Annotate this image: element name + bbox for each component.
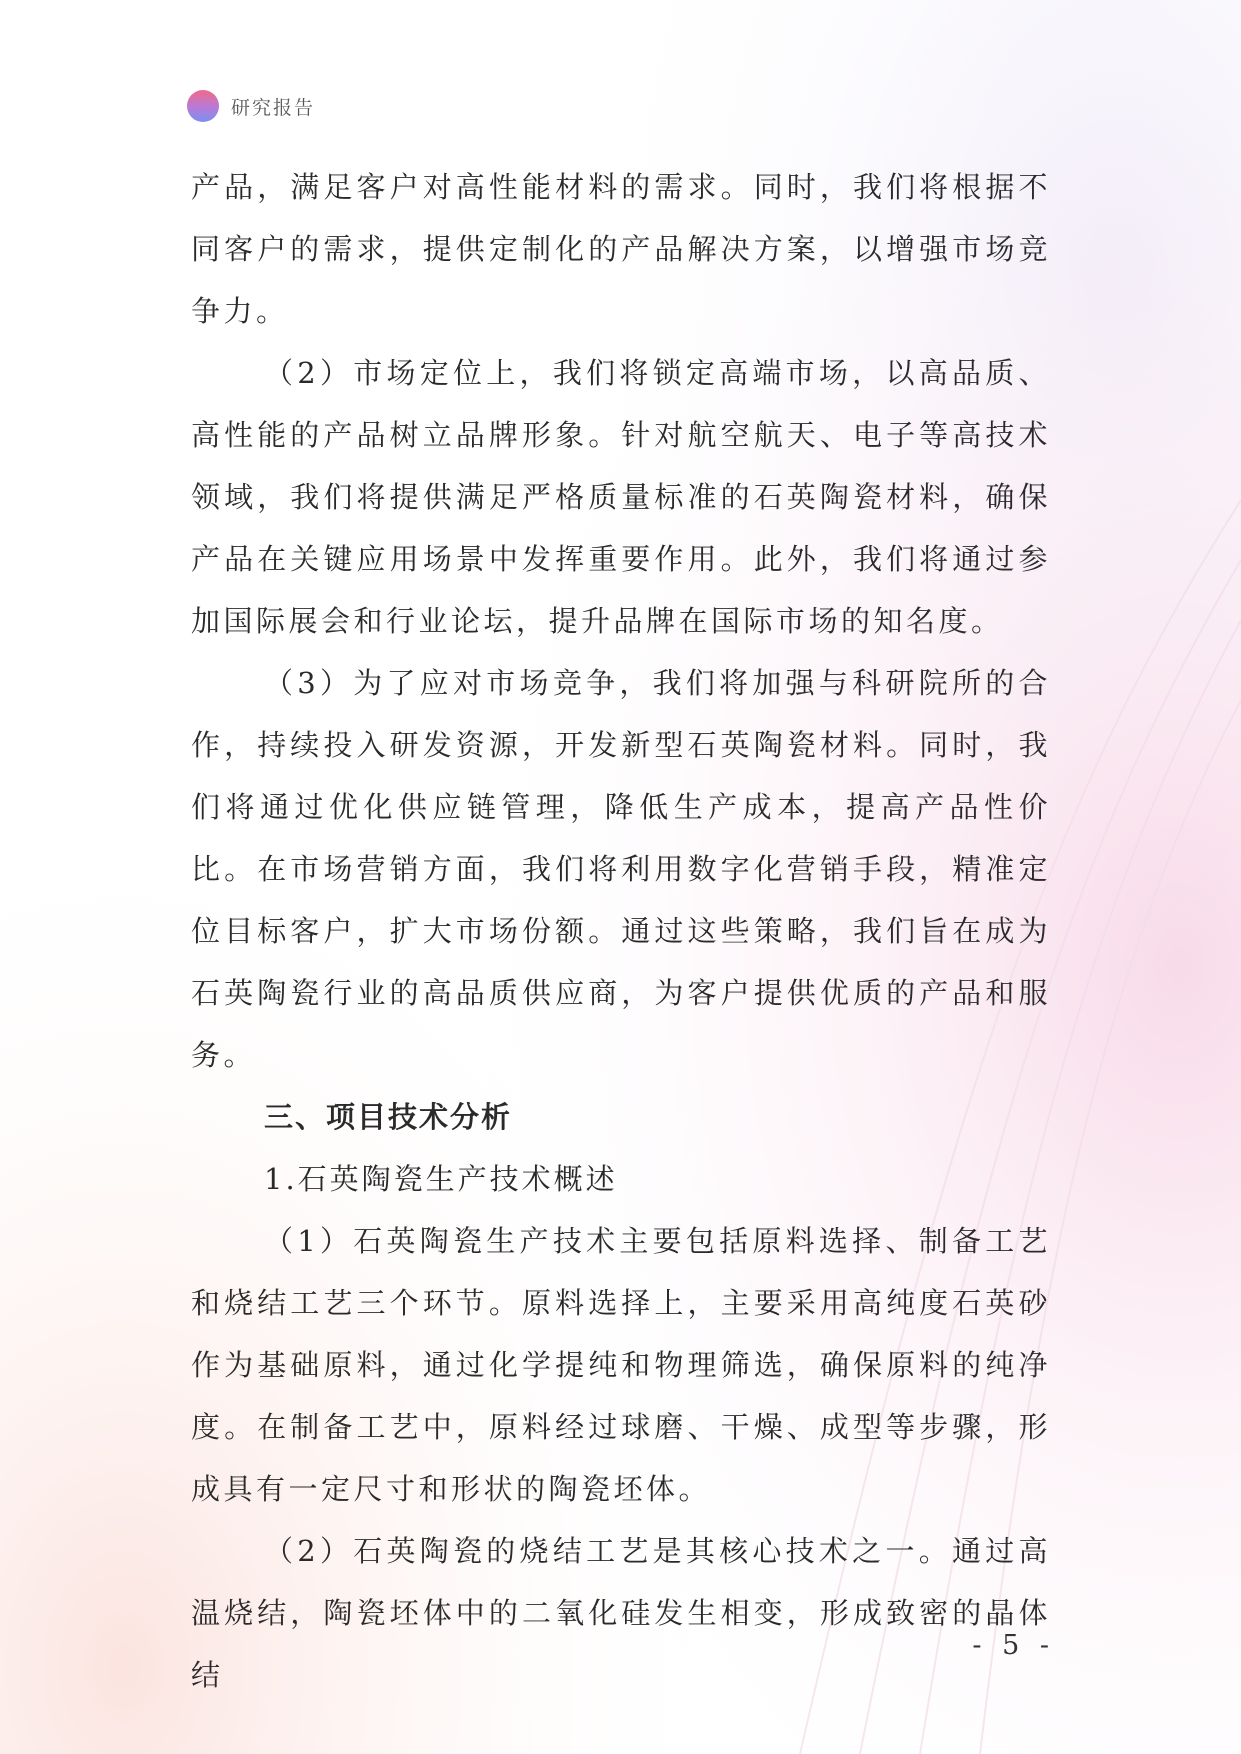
paragraph-5: （2）石英陶瓷的烧结工艺是其核心技术之一。通过高温烧结，陶瓷坯体中的二氧化硅发生相变，形成致密的晶体结: [191, 1534, 1051, 1692]
logo-icon: [187, 90, 219, 122]
paragraph-2: （2）市场定位上，我们将锁定高端市场，以高品质、高性能的产品树立品牌形象。针对航空航天、电子等高技术领域，我们将提供满足严格质量标准的石英陶瓷材料，确保产品在关键应用场景中发挥重要作用。此外，我们将通过参加国际展会和行业论坛，提升品牌在国际市场的知名度。: [191, 356, 1051, 638]
section-heading: 三、项目技术分析: [264, 1100, 513, 1134]
paragraph-1: 产品，满足客户对高性能材料的需求。同时，我们将根据不同客户的需求，提供定制化的产品解决方案，以增强市场竞争力。: [191, 170, 1051, 328]
paragraph-4: （1）石英陶瓷生产技术主要包括原料选择、制备工艺和烧结工艺三个环节。原料选择上，主要采用高纯度石英砂作为基础原料，通过化学提纯和物理筛选，确保原料的纯净度。在制备工艺中，原料经过球磨、干燥、成型等步骤，形成具有一定尺寸和形状的陶瓷坯体。: [191, 1224, 1051, 1506]
header-title: 研究报告: [231, 96, 316, 119]
page-number: - 5 -: [972, 1630, 1055, 1661]
paragraph-3: （3）为了应对市场竞争，我们将加强与科研院所的合作，持续投入研发资源，开发新型石英陶瓷材料。同时，我们将通过优化供应链管理，降低生产成本，提高产品性价比。在市场营销方面，我们将利用数字化营销手段，精准定位目标客户，扩大市场份额。通过这些策略，我们旨在成为石英陶瓷行业的高品质供应商，为客户提供优质的产品和服务。: [191, 666, 1051, 1072]
sub-heading: 1.石英陶瓷生产技术概述: [264, 1162, 618, 1196]
body-text: [191, 156, 1051, 1706]
page-header: [187, 88, 315, 124]
